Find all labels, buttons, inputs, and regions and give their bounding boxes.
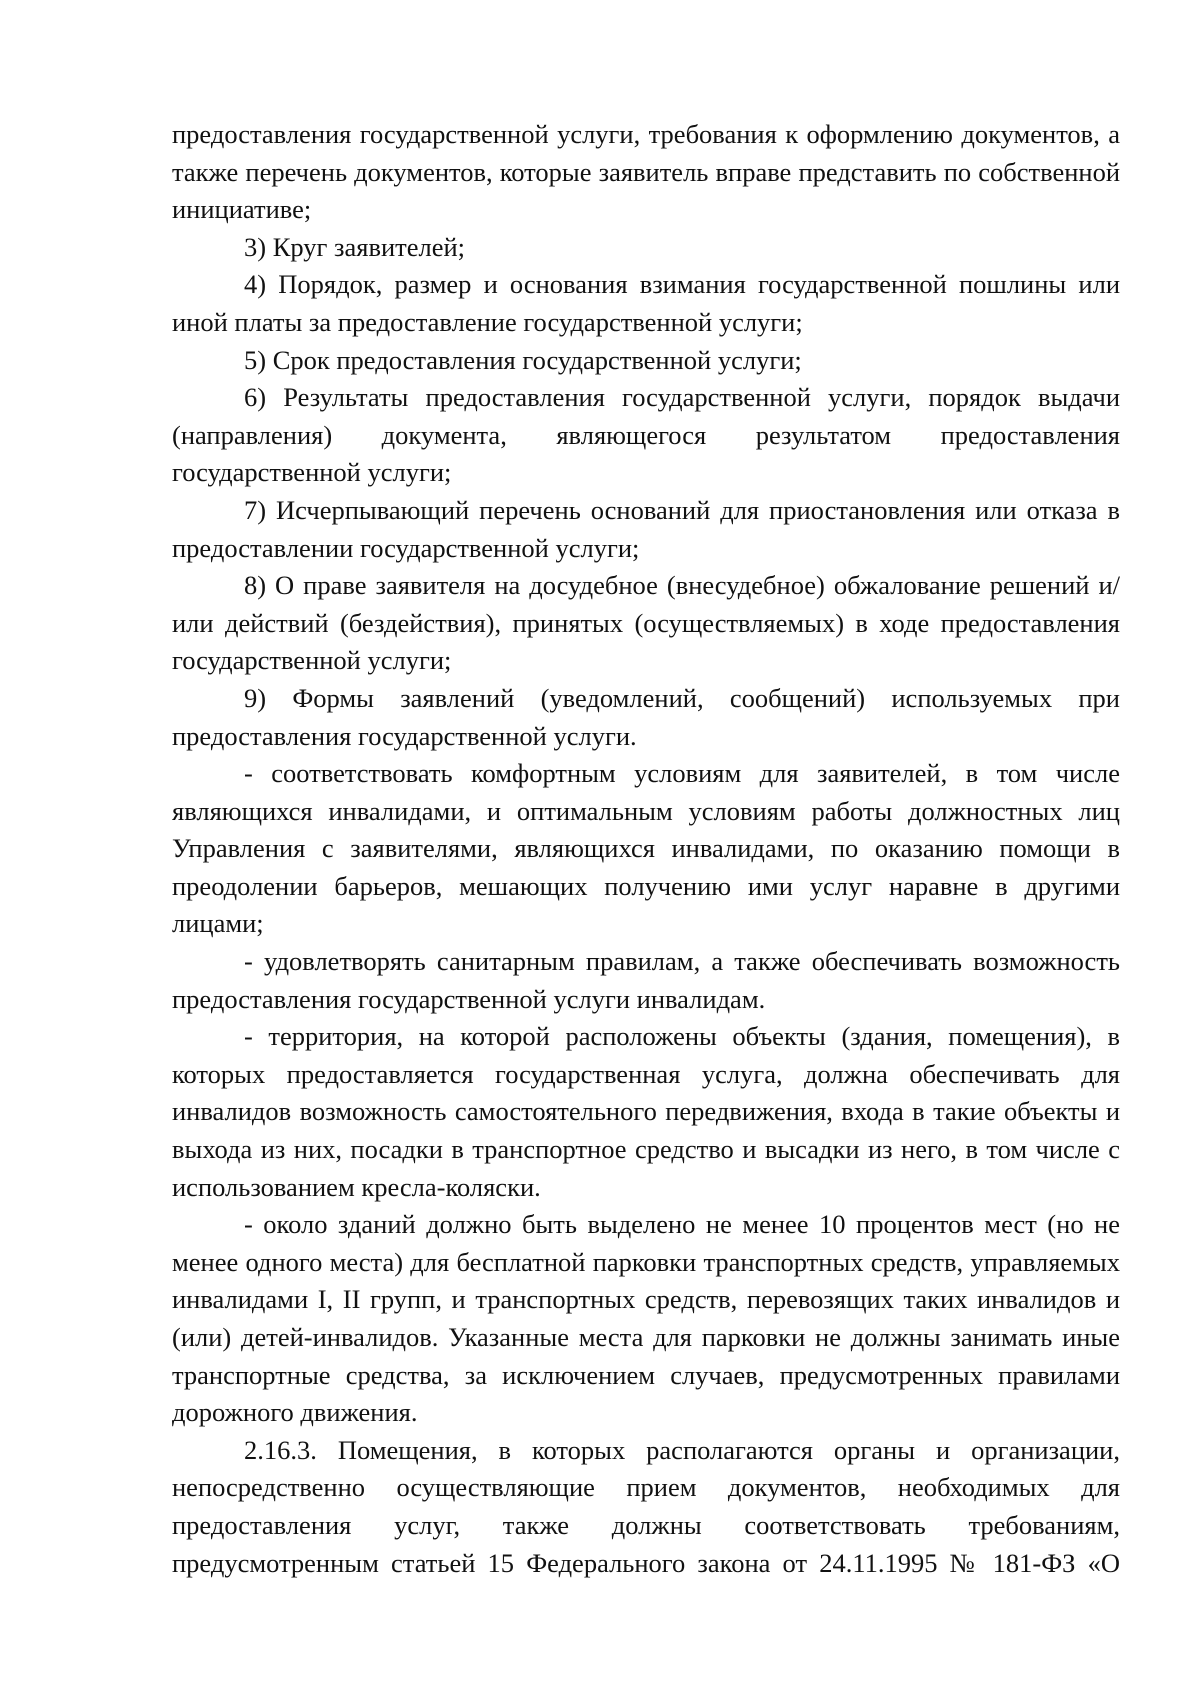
paragraph-sanitary: - удовлетворять санитарным правилам, а также обеспечивать возможность предоставления государственной услуги инвалидам. [172,946,1120,1014]
paragraph-parking: - около зданий должно быть выделено не менее 10 процентов мест (но не менее одного места) для бесплатной парковки транспортных средств, управляемых инвалидами I, II групп, и транспортных средств, перевозящих таких инвалидов и (или) детей-инвалидов. Указанные места для парковки не должны занимать иные транспортные средства, за исключением случаев, предусмотренных правилами дорожного движения. [172,1209,1120,1428]
list-item-forms: 9) Формы заявлений (уведомлений, сообщений) используемых при предоставления государственной услуги. [172,682,1120,751]
list-item-applicants: 3) Круг заявителей; [244,231,466,262]
list-item-appeal: 8) О праве заявителя на досудебное (внесудебное) обжалование решений и/или действий (бездействия), принятых (осуществляемых) в ходе предоставления государственной услуги; [172,570,1120,676]
paragraph-comfort: - соответствовать комфортным условиям для заявителей, в том числе являющихся инвалидами, и оптимальным условиям работы должностных лиц Управления с заявителями, являющихся инвалидами, по оказанию помощи в преодолении барьеров, мешающих получению ими услуг наравне в другими лицами; [172,758,1120,939]
list-item-term: 5) Срок предоставления государственной услуги; [244,344,802,375]
document-page [172,116,1120,1582]
list-item-fee: 4) Порядок, размер и основания взимания государственной пошлины или иной платы за предоставление государственной услуги; [172,269,1120,337]
paragraph-section-2-16-3: 2.16.3. Помещения, в которых располагаются органы и организации, непосредственно осуществляющие прием документов, необходимых для предоставления услуг, также должны соответствовать требованиям, предусмотренным статьей 15 Федерального закона от 24.11.1995 № 181-ФЗ «О [172,1434,1120,1578]
list-item-results: 6) Результаты предоставления государственной услуги, порядок выдачи (направления) документа, являющегося результатом предоставления государственной услуги; [172,382,1120,488]
paragraph-continuation: предоставления государственной услуги, требования к оформлению документов, а также перечень документов, которые заявитель вправе представить по собственной инициативе; [172,119,1120,225]
list-item-grounds: 7) Исчерпывающий перечень оснований для приостановления или отказа в предоставлении государственной услуги; [172,494,1120,563]
paragraph-territory: - территория, на которой расположены объекты (здания, помещения), в которых предоставляется государственная услуга, должна обеспечивать для инвалидов возможность самостоятельного передвижения, входа в такие объекты и выхода из них, посадки в транспортное средство и высадки из него, в том числе с использованием кресла-коляски. [172,1021,1120,1202]
